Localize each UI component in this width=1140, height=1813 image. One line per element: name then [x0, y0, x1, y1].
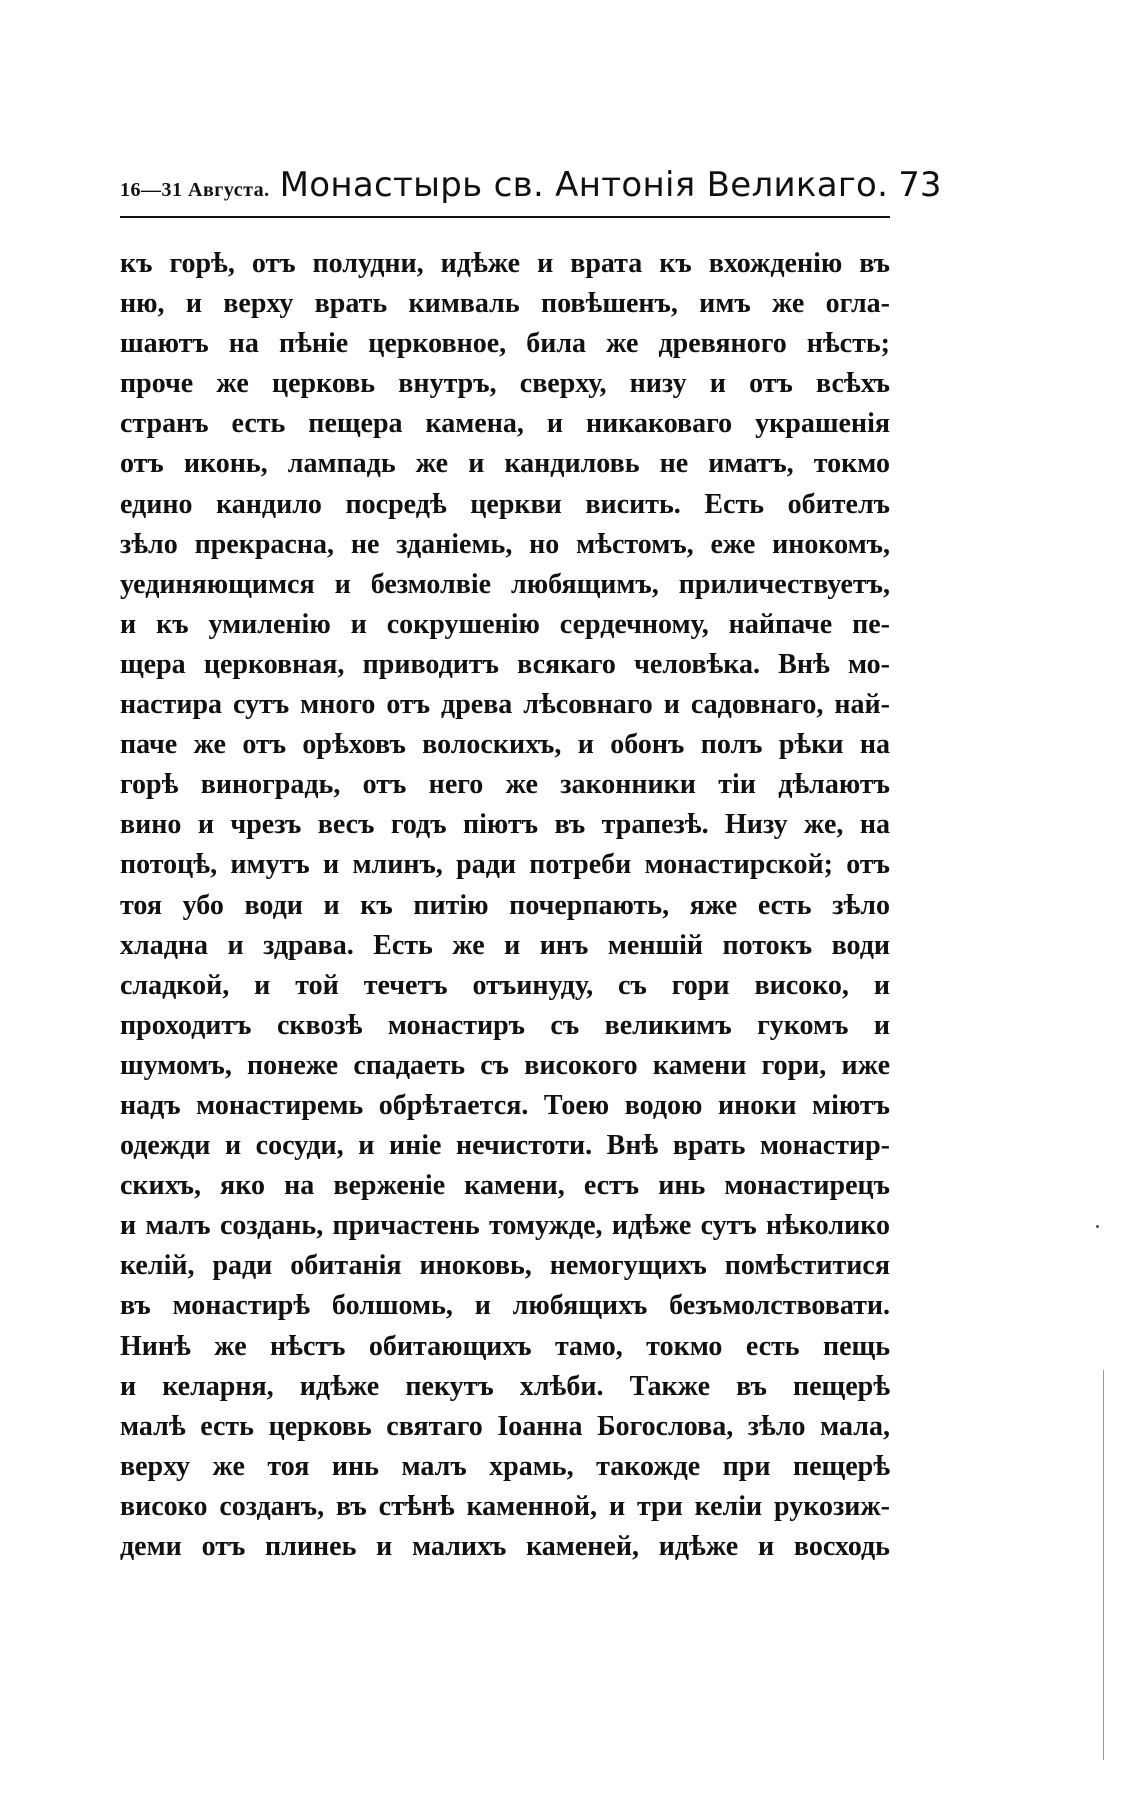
running-head [120, 165, 942, 213]
text-line: въ монастирѣ болшомь, и любящихъ безъмолствовати. [120, 1290, 890, 1322]
running-head-title: Монастырь св. Антонія Великаго. [279, 165, 889, 205]
text-line: верху же тоя инь малъ храмь, такожде при пещерѣ [120, 1450, 890, 1482]
text-line: отъ иконь, лампадь же и кандиловь не иматъ, токмо [120, 448, 890, 480]
running-head-dates: 16—31 Августа. [120, 179, 270, 201]
text-line: одежди и сосуди, и иніе нечистоти. Внѣ врать монастир- [120, 1130, 890, 1162]
body-text [120, 244, 890, 1567]
text-line: Нинѣ же нѣстъ обитающихъ тамо, токмо есть пещь [120, 1330, 890, 1362]
text-line: келій, ради обитанія иноковь, немогущихъ помѣститися [120, 1250, 890, 1282]
text-line: и малъ создань, причастень томужде, идѣже сутъ нѣколико [120, 1210, 890, 1242]
text-line: вино и чрезъ весъ годъ піютъ въ трапезѣ. Низу же, на [120, 809, 890, 841]
text-line: зѣло прекрасна, не зданіемь, но мѣстомъ, еже инокомъ, [120, 528, 890, 560]
margin-scan-line [1103, 1370, 1104, 1760]
text-line: и къ умиленію и сокрушенію сердечному, найпаче пе- [120, 608, 890, 640]
text-line: тоя убо води и къ питію почерпають, яже есть зѣло [120, 889, 890, 921]
text-line: надъ монастиремь обрѣтается. Тоею водою иноки міютъ [120, 1089, 890, 1121]
text-line: потоцѣ, имутъ и млинъ, ради потреби монастирской; отъ [120, 849, 890, 881]
text-line: сладкой, и той течетъ отъинуду, съ гори високо, и [120, 969, 890, 1001]
text-line: шаютъ на пѣніе церковное, била же древяного нѣсть; [120, 328, 890, 360]
text-line: ню, и верху врать кимваль повѣшенъ, имъ же огла- [120, 288, 890, 320]
page-number: 73 [898, 165, 942, 205]
text-line: странъ есть пещера камена, и никаковаго украшенія [120, 408, 890, 440]
header-rule [120, 216, 890, 218]
text-line: горѣ виноградь, отъ него же законники тіи дѣлаютъ [120, 769, 890, 801]
margin-speck [1096, 1225, 1099, 1228]
text-line: паче же отъ орѣховъ волоскихъ, и обонъ полъ рѣки на [120, 729, 890, 761]
text-line: скихъ, яко на верженіе камени, естъ инь монастирецъ [120, 1170, 890, 1202]
text-line: шумомъ, понеже спадаеть съ високого камени гори, иже [120, 1049, 890, 1081]
text-line: уединяющимся и безмолвіе любящимъ, приличествуетъ, [120, 568, 890, 600]
text-line: деми отъ плинеь и малихъ каменей, идѣже и восходь [120, 1531, 890, 1562]
text-line: високо созданъ, въ стѣнѣ каменной, и три келіи рукозиж- [120, 1490, 890, 1522]
text-line: и келарня, идѣже пекутъ хлѣби. Также въ пещерѣ [120, 1370, 890, 1402]
text-line: едино кандило посредѣ церкви висить. Есть обителъ [120, 488, 890, 520]
text-line: хладна и здрава. Есть же и инъ меншій потокъ води [120, 929, 890, 961]
text-line: проходитъ сквозѣ монастиръ съ великимъ гукомъ и [120, 1009, 890, 1041]
text-line: проче же церковь внутръ, сверху, низу и отъ всѣхъ [120, 368, 890, 400]
text-line: настира сутъ много отъ древа лѣсовнаго и садовнаго, най- [120, 689, 890, 721]
text-line: щера церковная, приводитъ всякаго человѣка. Внѣ мо- [120, 648, 890, 680]
text-line: къ горѣ, отъ полудни, идѣже и врата къ вхожденію въ [120, 248, 890, 279]
text-line: малѣ есть церковь святаго Іоанна Богослова, зѣло мала, [120, 1410, 890, 1442]
